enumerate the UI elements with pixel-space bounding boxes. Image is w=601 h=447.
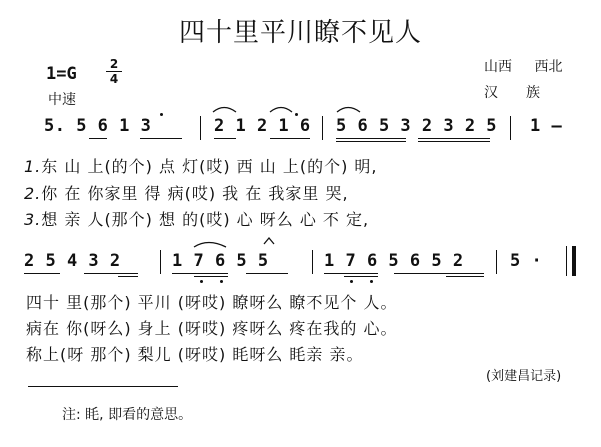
time-signature-bottom: 4 bbox=[109, 72, 119, 86]
system2-measure3: 1 7 6 5 6 5 2 bbox=[324, 251, 464, 271]
system2-measure4: 5 · bbox=[510, 251, 543, 271]
verse-text: 你 在 你家里 得 病(哎) 我 在 我家里 哭, bbox=[41, 184, 349, 203]
verse-number: 1. bbox=[24, 157, 42, 176]
time-signature-top: 2 bbox=[109, 57, 119, 71]
system1-measure2: 2 1 2 1 6 bbox=[214, 116, 311, 136]
key-signature: 1=G bbox=[46, 64, 77, 84]
system2-measure1: 2 5 4 3 2 bbox=[24, 251, 121, 271]
region-label: 山西 西北 bbox=[484, 59, 563, 75]
ethnicity-label: 汉 族 bbox=[484, 85, 540, 101]
slur bbox=[270, 108, 292, 113]
song-title: 四十里平川瞭不见人 bbox=[178, 18, 422, 48]
system2-measure2: 1 7 6 5 5 bbox=[172, 251, 269, 271]
verse-text: 想 亲 人(那个) 想 的(哎) 心 呀么 心 不 定, bbox=[41, 210, 370, 229]
verse-text: 东 山 上(的个) 点 灯(哎) 西 山 上(的个) 明, bbox=[41, 157, 378, 176]
verse-number: 3. bbox=[24, 210, 42, 229]
footnote: 注: 眊, 即看的意思。 bbox=[62, 407, 193, 423]
footnote-rule bbox=[28, 386, 178, 387]
verse2-line2: 病在 你(呀么) 身上 (呀哎) 疼呀么 疼在我的 心。 bbox=[26, 319, 398, 338]
transcriber-credit: (刘建昌记录) bbox=[486, 369, 562, 384]
tempo-marking: 中速 bbox=[48, 92, 76, 108]
slur bbox=[337, 108, 360, 113]
system1-measure1: 5. 5 6 1 3 bbox=[44, 116, 152, 136]
system1-measure3: 5 6 5 3 2 3 2 5 bbox=[336, 116, 498, 136]
verse2-line1: 四十 里(那个) 平川 (呀哎) 瞭呀么 瞭不见个 人。 bbox=[26, 293, 398, 312]
slur bbox=[194, 243, 226, 248]
verse2-line3: 称上(呀 那个) 梨儿 (呀哎) 眊呀么 眊亲 亲。 bbox=[26, 345, 364, 364]
breath-mark bbox=[264, 238, 274, 244]
system1-measure4: 1 – bbox=[530, 116, 563, 136]
verse-number: 2. bbox=[24, 184, 42, 203]
slur bbox=[213, 108, 236, 113]
